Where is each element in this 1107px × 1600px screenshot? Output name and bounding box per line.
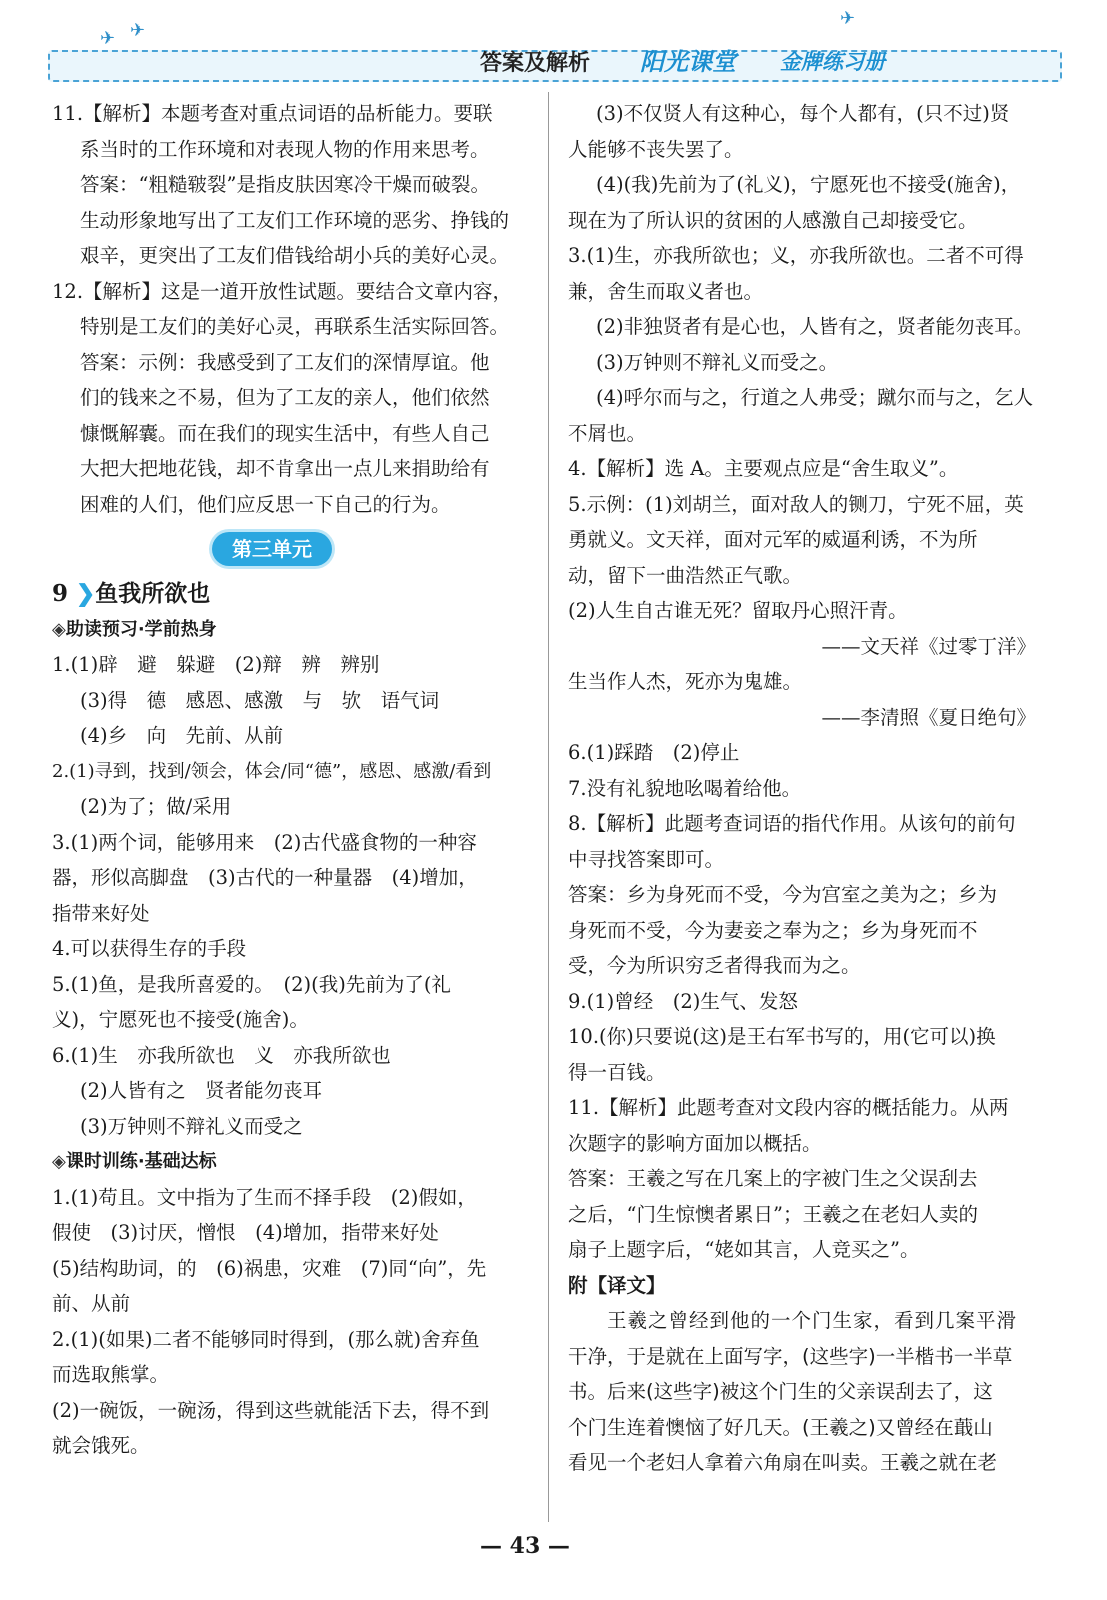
brand-name: 阳光课堂 <box>640 48 736 76</box>
text-line: 身死而不受，今为妻妾之奉为之；乡为身死而不 <box>568 918 978 942</box>
text-line: 11.【解析】本题考查对重点词语的品析能力。要联 <box>52 102 493 125</box>
text-line: 答案：示例：我感受到了工友们的深情厚谊。他 <box>80 350 490 374</box>
basic-answers <box>52 1180 520 1464</box>
text-line: 11.【解析】此题考查对文段内容的概括能力。从两 <box>568 1096 1009 1119</box>
text-line: (3)不仅贤人有这种心，每个人都有，(只不过)贤 <box>596 102 1010 125</box>
text-line: (4)(我)先前为了(礼义)，宁愿死也不接受(施舍)， <box>596 173 1021 196</box>
text-line: (3)万钟则不辩礼义而受之。 <box>596 350 839 374</box>
text-line: 系当时的工作环境和对表现人物的作用来思考。 <box>80 137 490 161</box>
lesson-title: 鱼我所欲也 <box>95 580 211 607</box>
text-line: 看见一个老妇人拿着六角扇在叫卖。王羲之就在老 <box>568 1451 998 1474</box>
text-line: 前、从前 <box>52 1292 131 1315</box>
diamond-icon: ◈ <box>52 618 66 640</box>
question-11 <box>52 96 520 274</box>
text-line: 1.(1)辟 避 躲避 (2)辩 辨 辨别 <box>52 653 380 676</box>
lesson-number: 9 <box>52 580 69 607</box>
unit-badge: 第三单元 <box>212 532 332 566</box>
text-line: 7.没有礼貌地吆喝着给他。 <box>568 776 802 800</box>
chevron-right-icon: ❯ <box>68 580 96 607</box>
text-line: 8.【解析】此题考查词语的指代作用。从该句的前句 <box>568 812 1016 835</box>
text-line: 答案：“粗糙皲裂”是指皮肤因寒冷干燥而破裂。 <box>80 173 490 196</box>
preview-answers <box>52 647 520 1144</box>
text-line: 10.(你)只要说(这)是王右军书写的，用(它可以)换 <box>568 1025 996 1048</box>
text-line: (2)非独贤者有是心也，人皆有之，贤者能勿丧耳。 <box>596 315 1034 338</box>
text-line: (5)结构助词，的 (6)祸患，灾难 (7)同“向”，先 <box>52 1256 487 1280</box>
text-line: 1.(1)苟且。文中指为了生而不择手段 (2)假如， <box>52 1185 477 1209</box>
text-line: 生当作人杰，死亦为鬼雄。 <box>568 670 803 693</box>
text-line: 动，留下一曲浩然正气歌。 <box>568 563 803 587</box>
bird-icon: ✈ <box>100 28 116 49</box>
text-line: 生动形象地写出了工友们工作环境的恶劣、挣钱的 <box>80 208 510 232</box>
text-line: (2)为了；做/采用 <box>80 795 232 818</box>
bird-icon: ✈ <box>840 8 856 29</box>
text-line: (4)呼尔而与之，行道之人弗受；蹴尔而与之，乞人 <box>596 386 1034 409</box>
text-line: 就会饿死。 <box>52 1434 150 1457</box>
page-header <box>40 8 1070 88</box>
text-line: 2.(1)寻到，找到/领会，体会/同“德”，感恩、感激/看到 <box>52 760 492 782</box>
header-title: 答案及解析 <box>480 51 591 76</box>
text-line: 3.(1)生，亦我所欲也；义，亦我所欲也。二者不可得 <box>568 244 1024 267</box>
section-heading-preview: ◈助读预习·学前热身 <box>52 618 217 640</box>
text-line: 之后，“门生惊懊者累日”；王羲之在老妇人卖的 <box>568 1202 978 1226</box>
lesson-heading <box>52 576 520 612</box>
text-line: 慷慨解囊。而在我们的现实生活中，有些人自己 <box>80 421 490 445</box>
text-line: 假使 (3)讨厌，憎恨 (4)增加，指带来好处 <box>52 1221 439 1244</box>
poem-attribution: ——文天祥《过零丁洋》 <box>821 634 1036 658</box>
column-divider <box>548 92 549 1522</box>
text-line: 中寻找答案即可。 <box>568 847 725 871</box>
right-column <box>568 96 1036 1481</box>
text-line: 干净，于是就在上面写字，(这些字)一半楷书一半草 <box>568 1344 1013 1368</box>
text-line: 现在为了所认识的贫困的人感激自己却接受它。 <box>568 208 978 232</box>
text-line: (3)万钟则不辩礼义而受之 <box>80 1114 303 1138</box>
brand-subtitle: 金牌练习册 <box>780 50 885 74</box>
text-line: (2)人生自古谁无死？留取丹心照汗青。 <box>568 599 908 622</box>
text-line: 6.(1)生 亦我所欲也 义 亦我所欲也 <box>52 1043 391 1067</box>
text-line: 不屑也。 <box>568 421 647 445</box>
text-line: 器，形似高脚盘 (3)古代的一种量器 (4)增加， <box>52 866 478 889</box>
text-line: 王羲之曾经到他的一个门生家，看到几案平滑 <box>607 1309 1018 1332</box>
text-line: (2)一碗饭，一碗汤，得到这些就能活下去，得不到 <box>52 1398 490 1422</box>
poem-attribution: ——李清照《夏日绝句》 <box>821 705 1036 729</box>
section-heading-basic: ◈课时训练·基础达标 <box>52 1151 217 1172</box>
left-column <box>52 96 520 1464</box>
text-line: 个门生连着懊恼了好几天。(王羲之)又曾经在蕺山 <box>568 1415 993 1439</box>
diamond-icon: ◈ <box>52 1151 66 1172</box>
text-line: 5.(1)鱼，是我所喜爱的。 (2)(我)先前为了(礼 <box>52 972 451 996</box>
text-line: 大把大把地花钱，却不肯拿出一点儿来捐助给有 <box>80 457 490 480</box>
text-line: (4)乡 向 先前、从前 <box>80 724 284 747</box>
text-line: (2)人皆有之 贤者能勿丧耳 <box>80 1079 323 1102</box>
text-line: 人能够不丧失罢了。 <box>568 137 744 161</box>
text-line: 9.(1)曾经 (2)生气、发怒 <box>568 989 798 1013</box>
text-line: 兼，舍生而取义者也。 <box>568 279 764 303</box>
text-line: 6.(1)踩踏 (2)停止 <box>568 741 740 764</box>
text-line: 勇就义。文天祥，面对元军的威逼利诱，不为所 <box>568 528 978 551</box>
text-line: 扇子上题字后，“姥如其言，人竞买之”。 <box>568 1238 920 1261</box>
text-line: 义)，宁愿死也不接受(施舍)。 <box>52 1008 309 1031</box>
text-line: 答案：王羲之写在几案上的字被门生之父误刮去 <box>568 1167 978 1190</box>
text-line: 指带来好处 <box>52 901 150 925</box>
question-12 <box>52 274 520 523</box>
text-line: 特别是工友们的美好心灵，再联系生活实际回答。 <box>80 315 510 338</box>
text-line: 艰辛，更突出了工友们借钱给胡小兵的美好心灵。 <box>80 244 510 267</box>
text-line: (3)得 德 感恩、感激 与 欤 语气词 <box>80 688 440 712</box>
text-line: 书。后来(这些字)被这个门生的父亲误刮去了，这 <box>568 1380 993 1403</box>
text-line: 们的钱来之不易，但为了工友的亲人，他们依然 <box>80 386 490 409</box>
translation-heading: 附【译文】 <box>568 1273 666 1297</box>
text-line: 2.(1)(如果)二者不能够同时得到，(那么就)舍弃鱼 <box>52 1327 480 1351</box>
page-number: — 43 — <box>480 1533 570 1559</box>
text-line: 4.可以获得生存的手段 <box>52 937 247 960</box>
bird-icon: ✈ <box>130 20 146 41</box>
translation-text <box>568 1303 1036 1481</box>
text-line: 答案：乡为身死而不受，今为宫室之美为之；乡为 <box>568 883 998 906</box>
text-line: 得一百钱。 <box>568 1060 666 1084</box>
text-line: 困难的人们，他们应反思一下自己的行为。 <box>80 492 451 516</box>
text-line: 次题字的影响方面加以概括。 <box>568 1131 822 1155</box>
text-line: 受，今为所识穷乏者得我而为之。 <box>568 954 861 977</box>
text-line: 而选取熊掌。 <box>52 1363 170 1386</box>
text-line: 3.(1)两个词，能够用来 (2)古代盛食物的一种容 <box>52 830 477 854</box>
text-line: 4.【解析】选 A。主要观点应是“舍生取义”。 <box>568 457 959 480</box>
text-line: 12.【解析】这是一道开放性试题。要结合文章内容， <box>52 279 513 303</box>
text-line: 5.示例：(1)刘胡兰，面对敌人的铡刀，宁死不屈，英 <box>568 492 1024 516</box>
